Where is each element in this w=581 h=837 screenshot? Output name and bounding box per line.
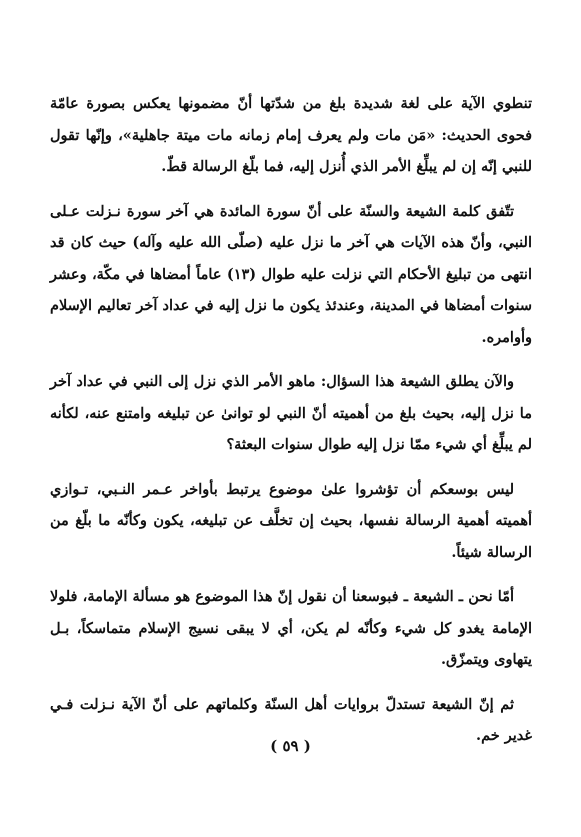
paragraph-2: تتّفق كلمة الشيعة والسنّة على أنّ سورة المائدة هي آخر سورة نـزلت عـلى النبي، وأنّ هذه الآيات هي آخر ما نزل عليه (صلّى الله عليه وآله) حيث كان قد انتهى من تبليغ الأحكام التي نزلت عليه طوال (١٣) عاماً أمضاها في مكّة، وعشر سنوات أمضاها في المدينة، وعندئذ يكون ما نزل إليه في عداد آخر تعاليم الإسلام وأوامره.	[50, 202, 532, 346]
page-number: ( ٥٩ )	[270, 737, 311, 755]
paragraph-3: والآن يطلق الشيعة هذا السؤال: ماهو الأمر الذي نزل إلى النبي في عداد آخر ما نزل إليه، بحيث بلغ من أهميته أنّ النبي لو توانىٰ عن تبليغه وامتنع عنه، لكأنه لم يبلِّغ أي شيء ممّا نزل إليه طوال سنوات البعثة؟	[50, 373, 532, 453]
page-body	[50, 88, 532, 765]
paragraph-6: ثم إنّ الشيعة تستدلّ بروايات أهل السنّة وكلماتهم على أنّ الآية نـزلت فـي غدير خم.	[50, 695, 532, 744]
paragraph-5: أمّا نحن ـ الشيعة ـ فبوسعنا أن نقول إنّ هذا الموضوع هو مسألة الإمامة، فلولا الإمامة يغدو كل شيء وكأنّه لم يكن، أي لا يبقى نسيج الإسلام متماسكاً، بـل يتهاوى ويتمزّق.	[50, 588, 532, 668]
paragraph-4: ليس بوسعكم أن تؤشروا علىٰ موضوع يرتبط بأواخر عـمر النـبي، تـوازي أهميته أهمية الرسالة نفسها، بحيث إن تخلَّف عن تبليغه، يكون وكأنّه ما بلّغ من الرسالة شيئاً.	[50, 480, 532, 561]
paragraph-1: تنطوي الآية على لغة شديدة بلغ من شدّتها أنّ مضمونها يعكس بصورة عامّة فحوى الحديث: «مَن مات ولم يعرف إمام زمانه مات ميتة جاهلية»، وإنّها تقول للنبي إنّه إن لم يبلِّغ الأمر الذي أُنزل إليه، فما بلّغ الرسالة قطّ.	[50, 95, 532, 175]
